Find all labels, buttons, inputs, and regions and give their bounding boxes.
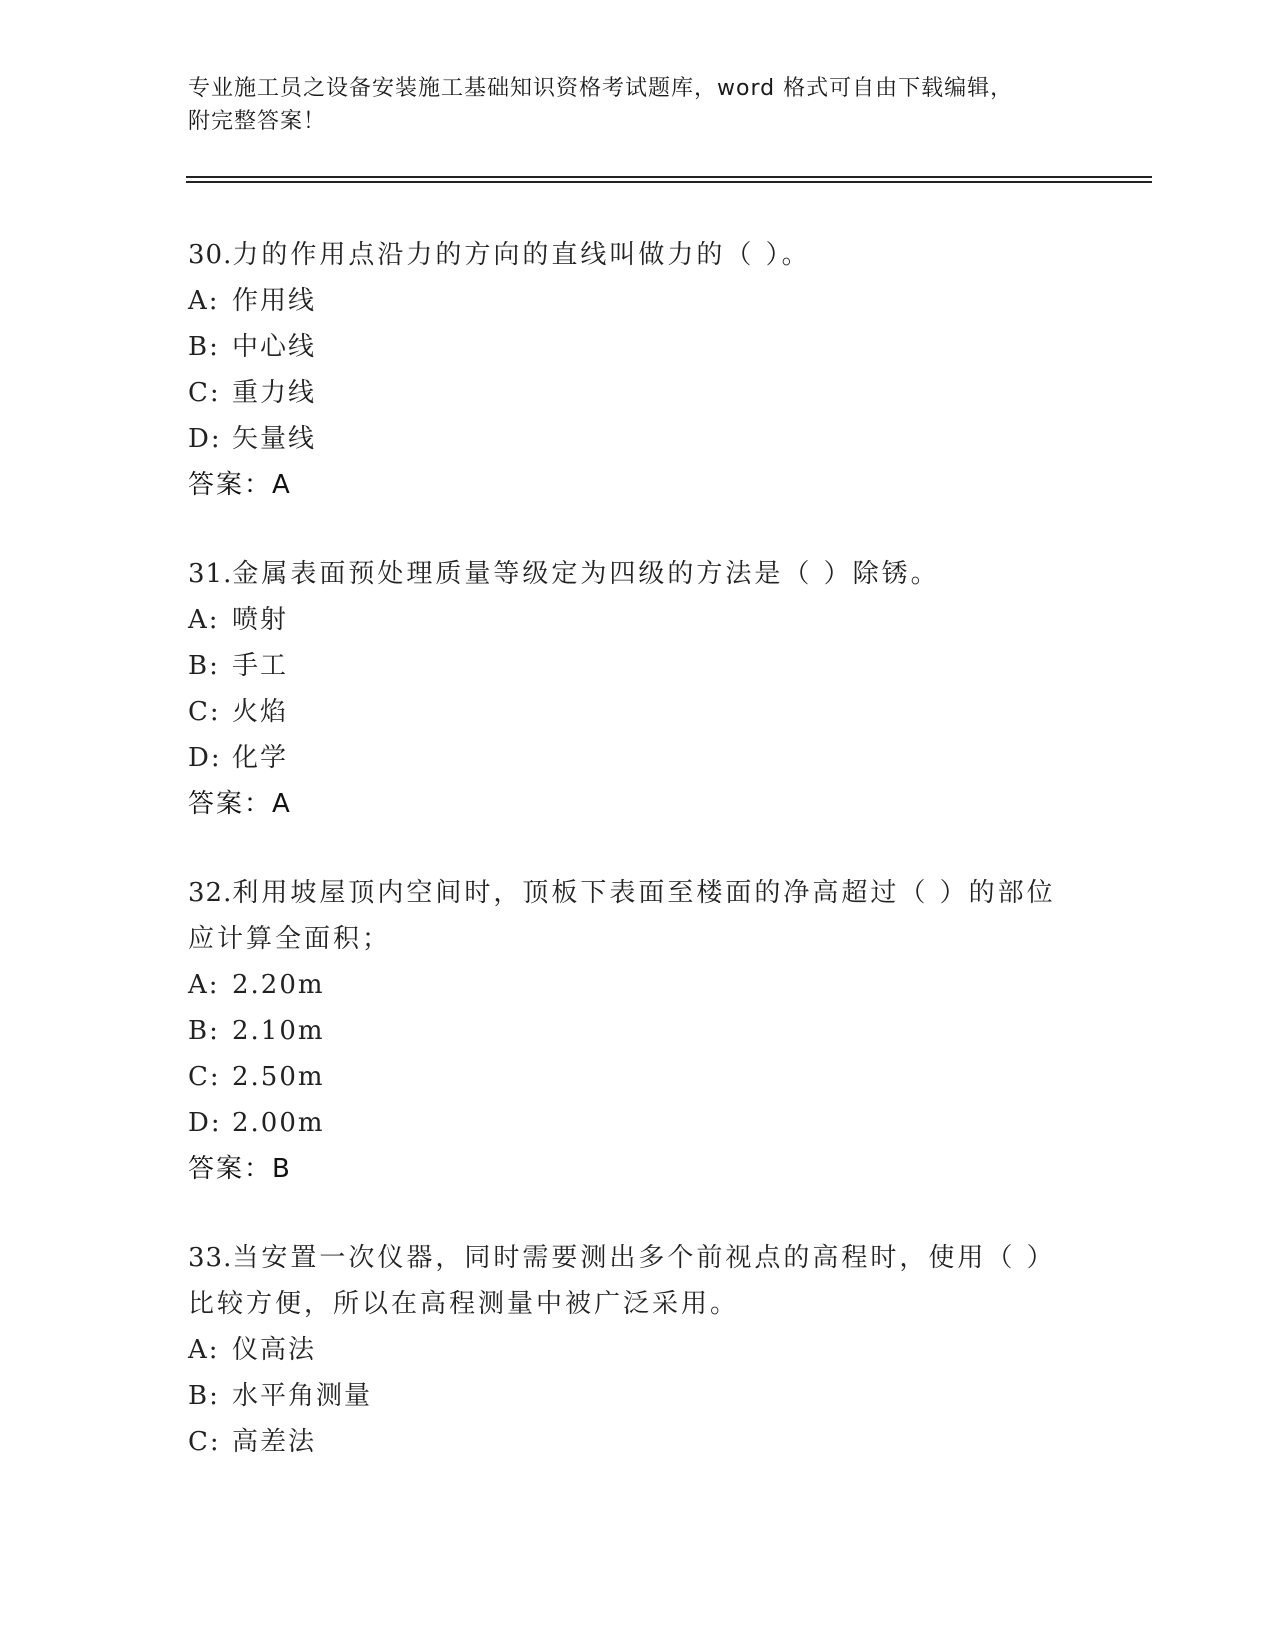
option-text: 2.00m bbox=[232, 1108, 325, 1138]
answer-option bbox=[188, 1054, 1068, 1100]
answer-key: 答案：B bbox=[188, 1154, 292, 1184]
option-text: 仪高法 bbox=[232, 1335, 317, 1365]
question-block bbox=[188, 551, 1068, 827]
option-letter: B: bbox=[188, 1381, 220, 1411]
option-letter: C: bbox=[188, 378, 221, 408]
option-text: 水平角测量 bbox=[232, 1381, 373, 1411]
answer-option bbox=[188, 278, 1068, 324]
question-text: 当安置一次仪器，同时需要测出多个前视点的高程时，使用（ ） bbox=[232, 1243, 1056, 1273]
question-number: 30. bbox=[188, 240, 233, 270]
question-text: 利用坡屋顶内空间时，顶板下表面至楼面的净高超过（ ）的部位 bbox=[232, 878, 1056, 908]
header-divider-bottom bbox=[186, 181, 1152, 183]
option-letter: D: bbox=[188, 424, 222, 454]
option-letter: C: bbox=[188, 697, 221, 727]
option-text: 手工 bbox=[232, 651, 289, 681]
question-text: 金属表面预处理质量等级定为四级的方法是（ ）除锈。 bbox=[232, 559, 940, 589]
question-number: 32. bbox=[188, 878, 233, 908]
question-spacer bbox=[188, 1192, 1068, 1235]
answer-option bbox=[188, 416, 1068, 462]
question-number: 33. bbox=[188, 1243, 233, 1273]
answer-option bbox=[188, 324, 1068, 370]
header-divider-top bbox=[186, 176, 1152, 178]
question-number: 31. bbox=[188, 559, 233, 589]
answer-option bbox=[188, 597, 1068, 643]
option-letter: A: bbox=[188, 286, 220, 316]
answer-option bbox=[188, 1419, 1068, 1465]
option-letter: D: bbox=[188, 743, 222, 773]
question-spacer bbox=[188, 508, 1068, 551]
answer-option bbox=[188, 1373, 1068, 1419]
answer-option bbox=[188, 1100, 1068, 1146]
answer-option bbox=[188, 1008, 1068, 1054]
answer-key: 答案：A bbox=[188, 470, 292, 500]
question-text: 比较方便，所以在高程测量中被广泛采用。 bbox=[188, 1289, 740, 1319]
header-line-2: 附完整答案！ bbox=[188, 109, 327, 134]
option-letter: B: bbox=[188, 651, 220, 681]
answer-option bbox=[188, 1327, 1068, 1373]
option-letter: D: bbox=[188, 1108, 222, 1138]
question-block bbox=[188, 870, 1068, 1192]
question-block bbox=[188, 232, 1068, 508]
answer-option bbox=[188, 735, 1068, 781]
document-header bbox=[188, 72, 1088, 138]
option-text: 2.10m bbox=[232, 1016, 325, 1046]
answer-key: 答案：A bbox=[188, 789, 292, 819]
question-text: 应计算全面积； bbox=[188, 924, 392, 954]
option-letter: A: bbox=[188, 970, 220, 1000]
question-list bbox=[188, 232, 1068, 1465]
question-spacer bbox=[188, 827, 1068, 870]
option-text: 中心线 bbox=[232, 332, 317, 362]
question-stem bbox=[188, 1235, 1068, 1281]
answer-option bbox=[188, 370, 1068, 416]
option-text: 高差法 bbox=[232, 1427, 317, 1457]
option-letter: B: bbox=[188, 1016, 220, 1046]
question-text: 力的作用点沿力的方向的直线叫做力的（ ）。 bbox=[232, 240, 811, 270]
question-stem-continuation bbox=[188, 1281, 1068, 1327]
question-block bbox=[188, 1235, 1068, 1465]
option-text: 矢量线 bbox=[232, 424, 317, 454]
answer-option bbox=[188, 643, 1068, 689]
answer-option bbox=[188, 962, 1068, 1008]
option-text: 喷射 bbox=[232, 605, 289, 635]
question-stem bbox=[188, 870, 1068, 916]
option-letter: C: bbox=[188, 1062, 221, 1092]
question-stem bbox=[188, 232, 1068, 278]
option-text: 作用线 bbox=[232, 286, 317, 316]
header-line-1: 专业施工员之设备安装施工基础知识资格考试题库，word 格式可自由下载编辑， bbox=[188, 76, 1014, 101]
answer-option bbox=[188, 689, 1068, 735]
option-letter: A: bbox=[188, 605, 220, 635]
option-text: 2.20m bbox=[232, 970, 325, 1000]
option-text: 化学 bbox=[232, 743, 289, 773]
option-letter: B: bbox=[188, 332, 220, 362]
option-letter: A: bbox=[188, 1335, 220, 1365]
option-text: 2.50m bbox=[232, 1062, 325, 1092]
option-letter: C: bbox=[188, 1427, 221, 1457]
option-text: 重力线 bbox=[232, 378, 317, 408]
option-text: 火焰 bbox=[232, 697, 289, 727]
question-stem-continuation bbox=[188, 916, 1068, 962]
question-stem bbox=[188, 551, 1068, 597]
